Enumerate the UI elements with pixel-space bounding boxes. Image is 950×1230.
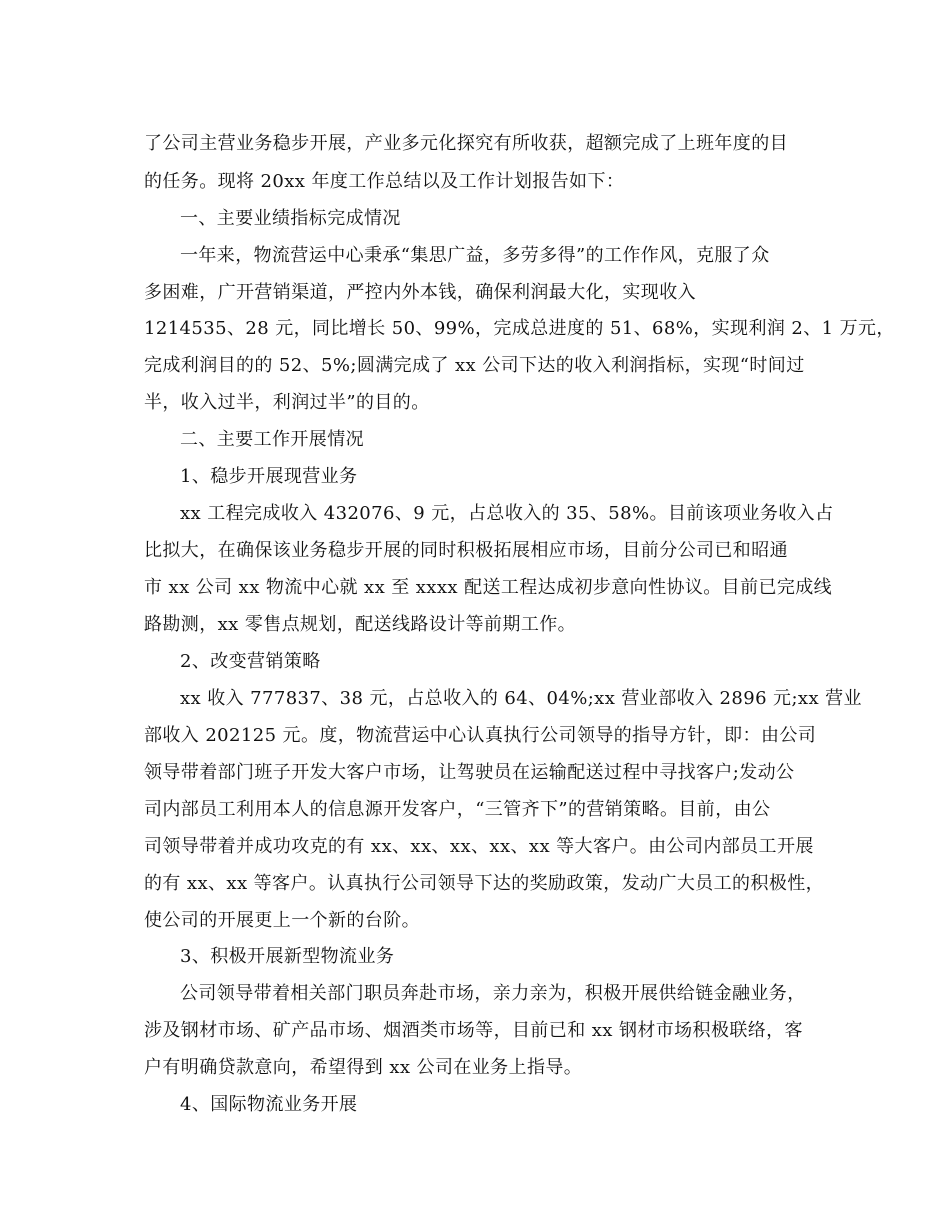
paragraph-line: 多困难，广开营销渠道，严控内外本钱，确保利润最大化，实现收入 [144,282,696,303]
subsection-heading: 3、积极开展新型物流业务 [180,946,395,967]
paragraph-line: 户有明确贷款意向，希望得到 xx 公司在业务上指导。 [144,1057,583,1078]
paragraph-line: xx 收入 777837、38 元，占总收入的 64、04%;xx 营业部收入 2896 元;xx 营业 [180,688,862,709]
paragraph-line: 领导带着部门班子开发大客户市场，让驾驶员在运输配送过程中寻找客户;发动公 [144,762,795,783]
paragraph-line: 的有 xx、xx 等客户。认真执行公司领导下达的奖励政策，发动广大员工的积极性， [144,873,825,894]
paragraph-line: 涉及钢材市场、矿产品市场、烟酒类市场等，目前已和 xx 钢材市场积极联络，客 [144,1020,803,1041]
section-heading: 二、主要工作开展情况 [180,429,364,450]
paragraph-line: xx 工程完成收入 432076、9 元，占总收入的 35、58%。目前该项业务收入占 [180,503,834,524]
paragraph-line: 半，收入过半，利润过半”的目的。 [144,392,430,413]
paragraph-line: 司内部员工利用本人的信息源开发客户，“三管齐下”的营销策略。目前，由公 [144,799,771,820]
paragraph-line: 一年来，物流营运中心秉承“集思广益，多劳多得”的工作作风，克服了众 [180,245,770,266]
paragraph-line: 司领导带着并成功攻克的有 xx、xx、xx、xx、xx 等大客户。由公司内部员工开展 [144,836,814,857]
paragraph-line: 路勘测，xx 零售点规划，配送线路设计等前期工作。 [144,614,577,635]
subsection-heading: 2、改变营销策略 [180,651,321,672]
paragraph-line: 了公司主营业务稳步开展，产业多元化探究有所收获，超额完成了上班年度的目 [144,133,788,154]
paragraph-line: 部收入 202125 元。度，物流营运中心认真执行公司领导的指导方针，即：由公司 [144,725,817,746]
section-heading: 一、主要业绩指标完成情况 [180,208,401,229]
paragraph-line: 公司领导带着相关部门职员奔赴市场，亲力亲为，积极开展供给链金融业务， [180,983,806,1004]
paragraph-line: 完成利润目的的 52、5%;圆满完成了 xx 公司下达的收入利润指标，实现“时间过 [144,355,805,376]
paragraph-line: 使公司的开展更上一个新的台阶。 [144,910,420,931]
paragraph-line: 的任务。现将 20xx 年度工作总结以及工作计划报告如下： [144,171,625,192]
paragraph-line: 市 xx 公司 xx 物流中心就 xx 至 xxxx 配送工程达成初步意向性协议。目前已完成线 [144,577,833,598]
paragraph-line: 比拟大，在确保该业务稳步开展的同时积极拓展相应市场，目前分公司已和昭通 [144,540,788,561]
subsection-heading: 4、国际物流业务开展 [180,1094,358,1115]
subsection-heading: 1、稳步开展现营业务 [180,466,358,487]
paragraph-line: 1214535、28 元，同比增长 50、99%，完成总进度的 51、68%，实现利润 2、1 万元， [144,318,895,339]
